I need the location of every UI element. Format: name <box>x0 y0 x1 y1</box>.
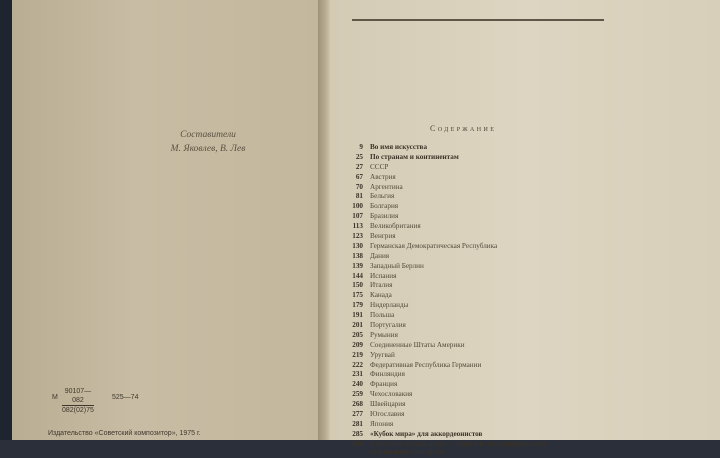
toc-entry <box>345 311 705 321</box>
toc-page-number: 175 <box>352 291 363 300</box>
toc-entry-title: Япония <box>370 419 394 428</box>
toc-entry <box>345 202 705 212</box>
toc-entry <box>345 341 705 351</box>
toc-page-number: 259 <box>352 390 363 399</box>
top-rule <box>352 19 604 21</box>
toc-entry <box>345 272 705 282</box>
book-gutter <box>318 0 330 440</box>
toc-entry-title: Болгария <box>370 202 399 211</box>
toc-entry <box>345 183 705 193</box>
toc-entry <box>345 321 705 331</box>
toc-entry-title: Великобритания <box>370 222 421 231</box>
toc-page-number: 201 <box>352 321 363 330</box>
toc-page-number: 222 <box>352 360 363 369</box>
toc-entry-title: Венгрия <box>370 232 396 241</box>
toc-entry-title: Бразилия <box>370 212 399 221</box>
toc-entry <box>345 370 705 380</box>
toc-page-number: 113 <box>352 222 363 231</box>
toc-entry-title: По странам и континентам <box>370 152 459 161</box>
toc-entry-title: Польша <box>370 311 395 320</box>
toc-page-number: 277 <box>352 410 363 419</box>
toc-entry <box>345 192 705 202</box>
toc-entry <box>345 430 705 440</box>
catalog-numerator: 90107—082 <box>62 387 94 406</box>
toc-page-number: 9 <box>359 143 363 151</box>
toc-page-number: 179 <box>352 301 363 310</box>
toc-page-number: 123 <box>352 232 363 241</box>
toc-page-number: 139 <box>352 261 363 270</box>
toc-entry <box>345 380 705 390</box>
toc-entry <box>345 420 705 430</box>
toc-entry <box>345 400 705 410</box>
toc-page-number: 150 <box>352 281 363 290</box>
toc-page-number: 67 <box>355 172 363 181</box>
toc-entry-title: Соединенные Штаты Америки <box>370 340 465 349</box>
toc-page-number: 25 <box>355 152 363 161</box>
toc-entry <box>345 440 705 458</box>
left-page <box>12 0 320 440</box>
toc-entry <box>345 212 705 222</box>
toc-page-number: 281 <box>352 419 363 428</box>
toc-page-number: 100 <box>352 202 363 211</box>
toc-entry-title: Румыния <box>370 330 398 339</box>
catalog-denominator: 082(02)75 <box>62 407 94 414</box>
toc-page-number: 191 <box>352 311 363 320</box>
toc-entry-title: Аргентина <box>370 182 403 191</box>
toc-entry-title: Финляндия <box>370 370 405 379</box>
toc-page-number: 107 <box>352 212 363 221</box>
toc-entry-title: Португалия <box>370 321 406 330</box>
toc-page-number: 81 <box>355 192 363 201</box>
toc-page-number: 240 <box>352 380 363 389</box>
catalog-fraction <box>62 387 94 415</box>
toc-entry-title: Бельгия <box>370 192 395 201</box>
toc-entry <box>345 153 705 163</box>
toc-entry <box>345 242 705 252</box>
toc-entry <box>345 291 705 301</box>
toc-entry-title: Канада <box>370 291 392 300</box>
toc-entry <box>345 281 705 291</box>
toc-entry <box>345 262 705 272</box>
toc-page-number: 205 <box>352 330 363 339</box>
toc-entry <box>345 410 705 420</box>
toc-entry-title: Советские музыканты — лауреаты международных и всесоюзных конкурсов <box>370 439 546 457</box>
toc-entry <box>345 163 705 173</box>
toc-page-number: 268 <box>352 400 363 409</box>
toc-entry-title: Испания <box>370 271 397 280</box>
toc-entry <box>345 331 705 341</box>
toc-page-number: 285 <box>352 429 363 438</box>
toc-entry-title: Австрия <box>370 172 396 181</box>
catalog-suffix: 525—74 <box>112 394 139 401</box>
toc-page-number: 231 <box>352 370 363 379</box>
toc-entry <box>345 361 705 371</box>
table-of-contents <box>345 143 705 458</box>
toc-page-number: 70 <box>355 182 363 191</box>
toc-entry <box>345 173 705 183</box>
toc-entry <box>345 351 705 361</box>
toc-entry-title: СССР <box>370 162 389 171</box>
toc-entry <box>345 390 705 400</box>
toc-entry-title: Чехословакия <box>370 390 413 399</box>
toc-page-number: 219 <box>352 350 363 359</box>
publisher-imprint: Издательство «Советский композитор», 1975 г. <box>48 430 201 437</box>
toc-entry-title: Западный Берлин <box>370 261 424 270</box>
toc-entry-title: Дания <box>370 251 390 260</box>
toc-entry-title: Италия <box>370 281 393 290</box>
toc-title: Содержание <box>430 124 497 133</box>
toc-entry <box>345 143 705 153</box>
toc-entry-title: Германская Демократическая Республика <box>370 241 498 250</box>
toc-page-number: 138 <box>352 251 363 260</box>
toc-page-number: 289 <box>352 439 363 448</box>
catalog-prefix: М <box>52 394 58 401</box>
toc-entry <box>345 232 705 242</box>
toc-entry-title: Уругвай <box>370 350 395 359</box>
toc-entry-title: Федеративная Республика Германии <box>370 360 482 369</box>
toc-entry-title: Швейцария <box>370 400 406 409</box>
compilers-block <box>148 128 268 156</box>
toc-entry-title: «Кубок мира» для аккордеонистов <box>370 429 483 438</box>
toc-entry-title: Нидерланды <box>370 301 409 310</box>
compilers-names: М. Яковлев, В. Лев <box>170 144 246 154</box>
toc-entry <box>345 252 705 262</box>
toc-entry-title: Франция <box>370 380 398 389</box>
toc-entry <box>345 301 705 311</box>
toc-page-number: 144 <box>352 271 363 280</box>
toc-page-number: 130 <box>352 241 363 250</box>
toc-entry <box>345 222 705 232</box>
toc-page-number: 209 <box>352 340 363 349</box>
toc-entry-title: Югославия <box>370 410 405 419</box>
compilers-label: Составители <box>180 130 236 140</box>
toc-page-number: 27 <box>355 162 363 171</box>
toc-entry-title: Во имя искусства <box>370 143 428 151</box>
